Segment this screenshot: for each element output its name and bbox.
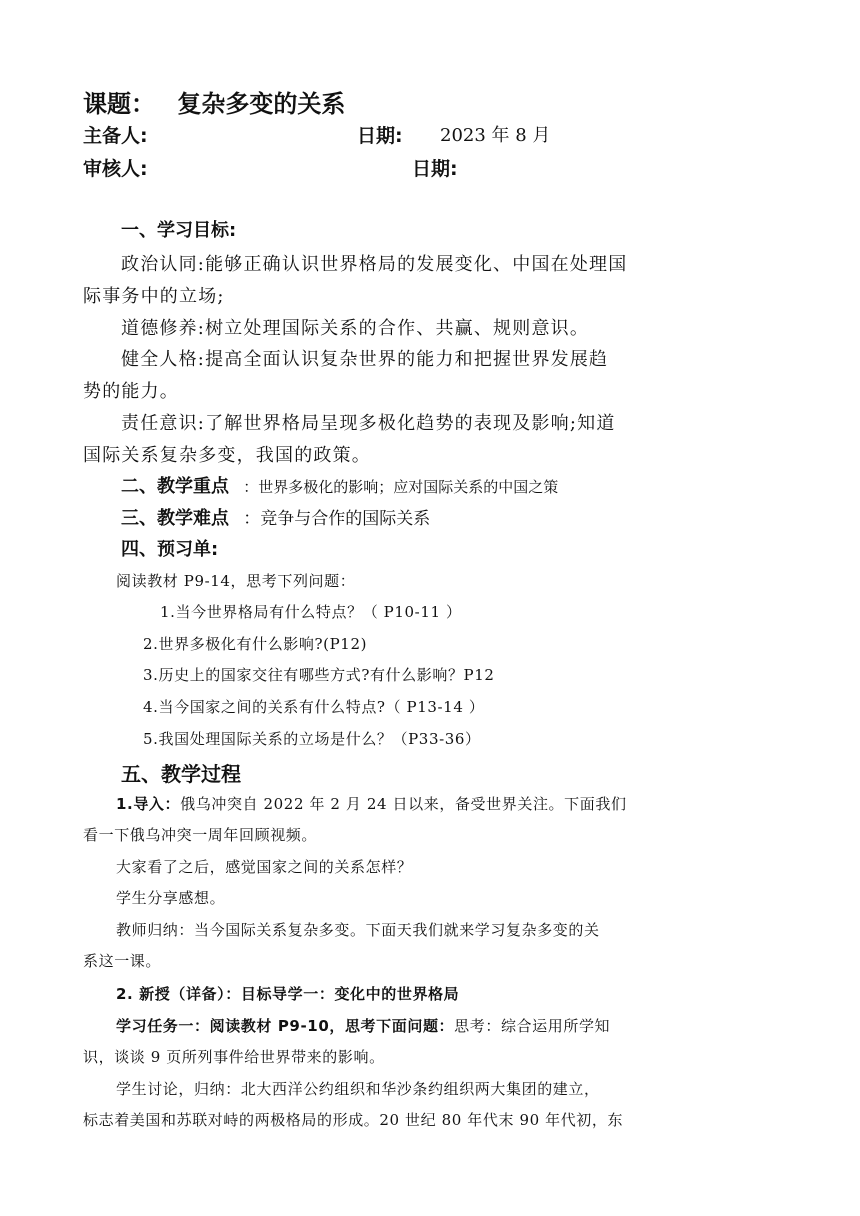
- discussion-line: 标志着美国和苏联对峙的两极格局的形成。20 世纪 80 年代末 90 年代初，东: [83, 1111, 624, 1129]
- intro-label: 1.导入：: [116, 795, 181, 813]
- date-label-1: 日期:: [357, 125, 403, 147]
- task-line: [116, 1015, 610, 1036]
- section3-row: [121, 504, 430, 530]
- teacher-summary-line: 系这一课。: [83, 952, 162, 970]
- section5-heading: 五、教学过程: [121, 762, 241, 786]
- section1-heading: 一、学习目标:: [121, 220, 237, 241]
- task-line: 识，谈谈 9 页所列事件给世界带来的影响。: [83, 1048, 385, 1066]
- title-label: 课题：: [83, 90, 155, 118]
- objective-line: 政治认同:能够正确认识世界格局的发展变化、中国在处理国: [121, 254, 628, 275]
- intro-paragraph-line: [116, 793, 627, 814]
- objective-line: 际事务中的立场;: [83, 286, 225, 307]
- date-value-1: 2023 年 8 月: [440, 125, 551, 146]
- objective-line: 势的能力。: [83, 381, 179, 402]
- objective-line: 健全人格:提高全面认识复杂世界的能力和把握世界发展趋: [121, 349, 609, 370]
- preview-question: 3.历史上的国家交往有哪些方式?有什么影响？P12: [143, 666, 495, 684]
- preview-question: 4.当今国家之间的关系有什么特点?（ P13-14 ）: [143, 698, 485, 716]
- task-text: 思考：综合运用所学知: [454, 1017, 611, 1035]
- section3-text: ：竞争与合作的国际关系: [243, 509, 431, 529]
- section3-heading: 三、教学难点: [121, 508, 229, 529]
- preview-question: 5.我国处理国际关系的立场是什么？（P33-36）: [143, 730, 481, 748]
- reviewer-label: 审核人:: [83, 158, 148, 180]
- student-line: 学生分享感想。: [116, 889, 226, 907]
- objective-line: 国际关系复杂多变，我国的政策。: [83, 445, 371, 466]
- discussion-line: 学生讨论，归纳：北大西洋公约组织和华沙条约组织两大集团的建立，: [116, 1080, 600, 1098]
- date-label-2: 日期:: [412, 158, 458, 180]
- intro-paragraph-line: 看一下俄乌冲突一周年回顾视频。: [83, 826, 318, 844]
- section2-text: ：世界多极化的影响；应对国际关系的中国之策: [243, 478, 559, 496]
- new-lesson-heading: 2. 新授（详备）：目标导学一：变化中的世界格局: [116, 985, 460, 1003]
- teacher-summary-line: 教师归纳：当今国际关系复杂多变。下面天我们就来学习复杂多变的关: [116, 921, 600, 939]
- intro-text: 俄乌冲突自 2022 年 2 月 24 日以来，备受世界关注。下面我们: [180, 795, 627, 813]
- preparer-label: 主备人:: [83, 125, 148, 147]
- preview-intro: 阅读教材 P9-14，思考下列问题：: [116, 572, 356, 590]
- section2-row: [121, 472, 558, 498]
- title-text: 复杂多变的关系: [177, 90, 346, 118]
- section2-heading: 二、教学重点: [121, 476, 229, 497]
- section4-heading: 四、预习单:: [121, 539, 219, 560]
- preview-question: 2.世界多极化有什么影响?(P12): [143, 635, 368, 653]
- preview-question: 1.当今世界格局有什么特点？（ P10-11 ）: [160, 603, 462, 621]
- task-label: 学习任务一：阅读教材 P9-10，思考下面问题：: [116, 1017, 455, 1035]
- objective-line: 道德修养:树立处理国际关系的合作、共赢、规则意识。: [121, 318, 590, 339]
- page-title: [83, 84, 345, 119]
- question-line: 大家看了之后，感觉国家之间的关系怎样？: [116, 858, 413, 876]
- objective-line: 责任意识:了解世界格局呈现多极化趋势的表现及影响;知道: [121, 413, 616, 434]
